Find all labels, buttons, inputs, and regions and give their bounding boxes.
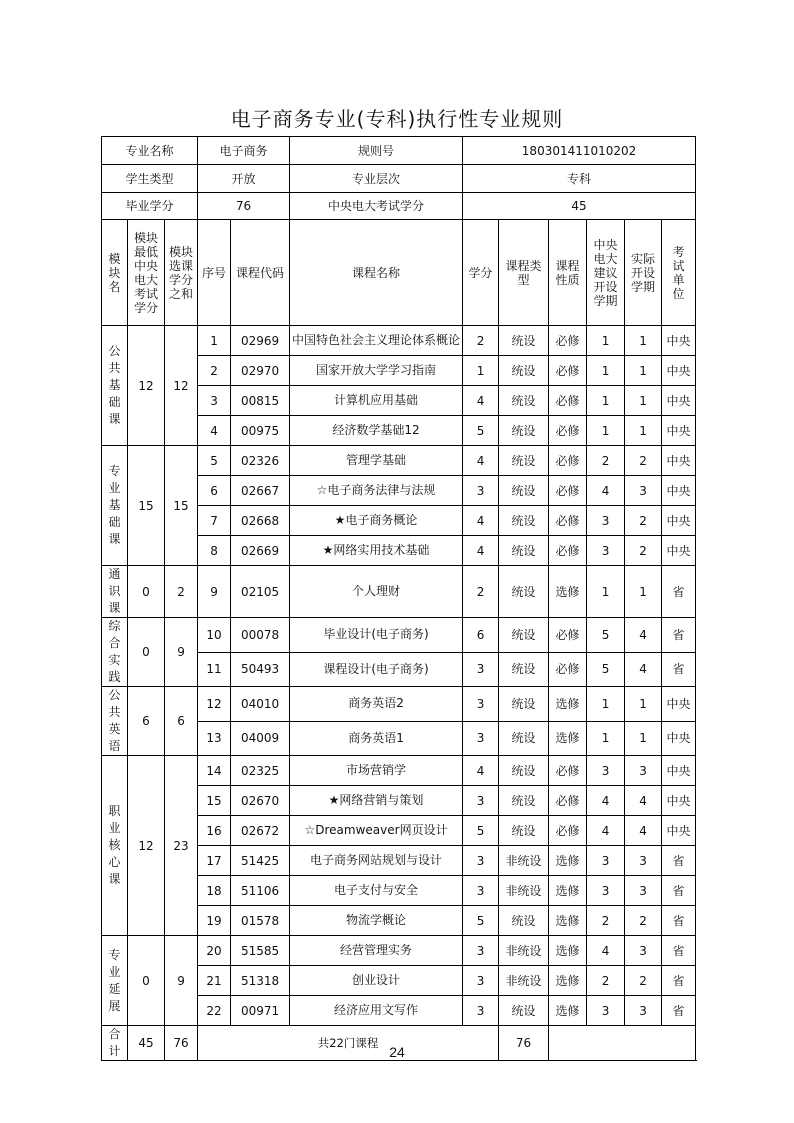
program-rules-table <box>101 136 696 1061</box>
course-code: 02669 <box>231 536 290 566</box>
course-exam-unit: 省 <box>662 936 696 966</box>
course-suggest-term: 1 <box>587 356 625 386</box>
module-name: 综合实践 <box>102 618 128 687</box>
module-min-credits: 12 <box>128 756 165 936</box>
course-row <box>102 687 696 722</box>
header-name: 课程名称 <box>290 220 463 326</box>
course-nature: 必修 <box>549 536 587 566</box>
course-type: 统设 <box>499 687 549 722</box>
course-code: 51106 <box>231 876 290 906</box>
course-credit: 1 <box>463 356 499 386</box>
info-row <box>102 137 696 165</box>
course-code: 02970 <box>231 356 290 386</box>
document-title: 电子商务专业(专科)执行性专业规则 <box>230 107 564 131</box>
info-label: 专业层次 <box>290 165 463 193</box>
course-name: 经济应用文写作 <box>290 996 463 1026</box>
course-suggest-term: 4 <box>587 476 625 506</box>
course-actual-term: 3 <box>625 876 662 906</box>
course-seq: 10 <box>198 618 231 653</box>
course-nature: 必修 <box>549 416 587 446</box>
course-nature: 必修 <box>549 786 587 816</box>
course-credit: 4 <box>463 386 499 416</box>
course-actual-term: 3 <box>625 996 662 1026</box>
info-row <box>102 165 696 193</box>
course-code: 51585 <box>231 936 290 966</box>
course-seq: 16 <box>198 816 231 846</box>
info-value: 开放 <box>198 165 290 193</box>
course-type: 统设 <box>499 618 549 653</box>
course-seq: 17 <box>198 846 231 876</box>
course-actual-term: 3 <box>625 756 662 786</box>
module-sum-credits: 23 <box>165 756 198 936</box>
course-nature: 必修 <box>549 386 587 416</box>
module-name: 通识课 <box>102 566 128 618</box>
course-exam-unit: 中央 <box>662 356 696 386</box>
course-type: 非统设 <box>499 936 549 966</box>
module-sum-credits: 2 <box>165 566 198 618</box>
course-name: ☆电子商务法律与法规 <box>290 476 463 506</box>
course-type: 统设 <box>499 652 549 687</box>
header-type: 课程类型 <box>499 220 549 326</box>
course-seq: 19 <box>198 906 231 936</box>
course-row <box>102 756 696 786</box>
course-exam-unit: 中央 <box>662 416 696 446</box>
course-row <box>102 326 696 356</box>
course-code: 02672 <box>231 816 290 846</box>
course-code: 00971 <box>231 996 290 1026</box>
course-nature: 选修 <box>549 936 587 966</box>
course-nature: 必修 <box>549 326 587 356</box>
header-actual-term: 实际开设学期 <box>625 220 662 326</box>
module-min-credits: 0 <box>128 618 165 687</box>
header-sum-credits: 模块选课学分之和 <box>165 220 198 326</box>
course-exam-unit: 省 <box>662 652 696 687</box>
course-name: 电子支付与安全 <box>290 876 463 906</box>
course-suggest-term: 3 <box>587 536 625 566</box>
course-code: 02668 <box>231 506 290 536</box>
info-row <box>102 193 696 220</box>
course-type: 统设 <box>499 536 549 566</box>
course-credit: 4 <box>463 536 499 566</box>
course-actual-term: 4 <box>625 618 662 653</box>
course-suggest-term: 3 <box>587 506 625 536</box>
course-name: 毕业设计(电子商务) <box>290 618 463 653</box>
course-suggest-term: 1 <box>587 416 625 446</box>
header-seq: 序号 <box>198 220 231 326</box>
course-credit: 3 <box>463 936 499 966</box>
course-suggest-term: 4 <box>587 786 625 816</box>
course-exam-unit: 中央 <box>662 786 696 816</box>
course-exam-unit: 中央 <box>662 721 696 756</box>
course-actual-term: 3 <box>625 936 662 966</box>
course-credit: 5 <box>463 416 499 446</box>
course-nature: 必修 <box>549 356 587 386</box>
course-name: ★电子商务概论 <box>290 506 463 536</box>
course-seq: 12 <box>198 687 231 722</box>
course-suggest-term: 2 <box>587 906 625 936</box>
course-suggest-term: 3 <box>587 876 625 906</box>
course-exam-unit: 省 <box>662 996 696 1026</box>
course-name: 商务英语1 <box>290 721 463 756</box>
course-code: 50493 <box>231 652 290 687</box>
course-exam-unit: 省 <box>662 966 696 996</box>
course-actual-term: 2 <box>625 906 662 936</box>
course-code: 02105 <box>231 566 290 618</box>
course-actual-term: 2 <box>625 506 662 536</box>
course-code: 00975 <box>231 416 290 446</box>
course-actual-term: 3 <box>625 476 662 506</box>
course-name: 课程设计(电子商务) <box>290 652 463 687</box>
course-actual-term: 1 <box>625 416 662 446</box>
module-name: 公共基础课 <box>102 326 128 446</box>
course-name: 中国特色社会主义理论体系概论 <box>290 326 463 356</box>
total-sum-credits: 76 <box>165 1026 198 1061</box>
course-code: 02667 <box>231 476 290 506</box>
course-type: 统设 <box>499 476 549 506</box>
course-code: 51318 <box>231 966 290 996</box>
course-seq: 22 <box>198 996 231 1026</box>
course-name: ★网络营销与策划 <box>290 786 463 816</box>
course-suggest-term: 3 <box>587 756 625 786</box>
course-nature: 必修 <box>549 652 587 687</box>
course-row <box>102 446 696 476</box>
info-value: 45 <box>463 193 696 220</box>
course-exam-unit: 中央 <box>662 816 696 846</box>
course-nature: 必修 <box>549 506 587 536</box>
course-credit: 5 <box>463 816 499 846</box>
module-sum-credits: 15 <box>165 446 198 566</box>
course-seq: 18 <box>198 876 231 906</box>
course-suggest-term: 1 <box>587 326 625 356</box>
course-type: 统设 <box>499 721 549 756</box>
course-type: 统设 <box>499 786 549 816</box>
course-credit: 4 <box>463 756 499 786</box>
info-value: 180301411010202 <box>463 137 696 165</box>
module-sum-credits: 12 <box>165 326 198 446</box>
course-seq: 1 <box>198 326 231 356</box>
course-nature: 必修 <box>549 476 587 506</box>
course-seq: 3 <box>198 386 231 416</box>
total-label: 合计 <box>102 1026 128 1061</box>
course-actual-term: 2 <box>625 966 662 996</box>
course-credit: 6 <box>463 618 499 653</box>
course-actual-term: 2 <box>625 536 662 566</box>
header-row <box>102 220 696 326</box>
course-seq: 5 <box>198 446 231 476</box>
course-name: 市场营销学 <box>290 756 463 786</box>
course-type: 非统设 <box>499 846 549 876</box>
course-nature: 必修 <box>549 756 587 786</box>
course-nature: 必修 <box>549 446 587 476</box>
info-label: 专业名称 <box>102 137 198 165</box>
course-credit: 4 <box>463 506 499 536</box>
course-exam-unit: 中央 <box>662 386 696 416</box>
course-name: 经营管理实务 <box>290 936 463 966</box>
course-suggest-term: 1 <box>587 687 625 722</box>
course-name: 个人理财 <box>290 566 463 618</box>
total-credit: 76 <box>499 1026 549 1061</box>
course-code: 01578 <box>231 906 290 936</box>
course-code: 04009 <box>231 721 290 756</box>
header-code: 课程代码 <box>231 220 290 326</box>
module-min-credits: 6 <box>128 687 165 756</box>
course-name: 电子商务网站规划与设计 <box>290 846 463 876</box>
course-type: 统设 <box>499 386 549 416</box>
module-min-credits: 15 <box>128 446 165 566</box>
course-actual-term: 1 <box>625 326 662 356</box>
course-credit: 3 <box>463 846 499 876</box>
course-name: 商务英语2 <box>290 687 463 722</box>
course-suggest-term: 3 <box>587 846 625 876</box>
course-code: 02326 <box>231 446 290 476</box>
module-name: 公共英语 <box>102 687 128 756</box>
course-nature: 选修 <box>549 721 587 756</box>
header-suggest-term: 中央电大建议开设学期 <box>587 220 625 326</box>
total-min-credits: 45 <box>128 1026 165 1061</box>
course-type: 非统设 <box>499 876 549 906</box>
header-min-credits: 模块最低中央电大考试学分 <box>128 220 165 326</box>
course-nature: 选修 <box>549 996 587 1026</box>
course-suggest-term: 2 <box>587 446 625 476</box>
course-type: 统设 <box>499 416 549 446</box>
course-name: 国家开放大学学习指南 <box>290 356 463 386</box>
course-suggest-term: 4 <box>587 816 625 846</box>
course-type: 统设 <box>499 326 549 356</box>
course-row <box>102 936 696 966</box>
module-name: 专业基础课 <box>102 446 128 566</box>
course-nature: 选修 <box>549 876 587 906</box>
course-exam-unit: 中央 <box>662 476 696 506</box>
course-actual-term: 2 <box>625 446 662 476</box>
course-suggest-term: 5 <box>587 652 625 687</box>
course-exam-unit: 省 <box>662 566 696 618</box>
course-exam-unit: 中央 <box>662 446 696 476</box>
course-credit: 2 <box>463 566 499 618</box>
course-suggest-term: 1 <box>587 566 625 618</box>
course-nature: 必修 <box>549 618 587 653</box>
course-credit: 3 <box>463 476 499 506</box>
course-type: 统设 <box>499 566 549 618</box>
course-credit: 3 <box>463 876 499 906</box>
module-sum-credits: 9 <box>165 936 198 1026</box>
course-suggest-term: 4 <box>587 936 625 966</box>
course-actual-term: 4 <box>625 786 662 816</box>
info-value: 电子商务 <box>198 137 290 165</box>
course-seq: 9 <box>198 566 231 618</box>
course-actual-term: 1 <box>625 356 662 386</box>
course-code: 02670 <box>231 786 290 816</box>
course-credit: 3 <box>463 966 499 996</box>
course-code: 02969 <box>231 326 290 356</box>
course-seq: 13 <box>198 721 231 756</box>
header-module: 模块名 <box>102 220 128 326</box>
course-name: 经济数学基础12 <box>290 416 463 446</box>
module-name: 职业核心课 <box>102 756 128 936</box>
course-seq: 14 <box>198 756 231 786</box>
page-number: 24 <box>389 1044 405 1060</box>
total-description: 共22门课程 <box>198 1026 499 1061</box>
course-code: 00815 <box>231 386 290 416</box>
course-name: ☆Dreamweaver网页设计 <box>290 816 463 846</box>
course-exam-unit: 省 <box>662 876 696 906</box>
course-type: 统设 <box>499 356 549 386</box>
info-value: 专科 <box>463 165 696 193</box>
course-credit: 3 <box>463 786 499 816</box>
course-suggest-term: 3 <box>587 996 625 1026</box>
course-row <box>102 566 696 618</box>
course-suggest-term: 1 <box>587 386 625 416</box>
course-actual-term: 1 <box>625 386 662 416</box>
info-value: 76 <box>198 193 290 220</box>
course-seq: 21 <box>198 966 231 996</box>
course-credit: 3 <box>463 687 499 722</box>
course-seq: 11 <box>198 652 231 687</box>
course-type: 统设 <box>499 816 549 846</box>
course-name: 管理学基础 <box>290 446 463 476</box>
course-actual-term: 3 <box>625 846 662 876</box>
course-type: 统设 <box>499 906 549 936</box>
course-exam-unit: 中央 <box>662 506 696 536</box>
course-nature: 选修 <box>549 687 587 722</box>
course-code: 00078 <box>231 618 290 653</box>
course-seq: 4 <box>198 416 231 446</box>
course-credit: 3 <box>463 721 499 756</box>
course-code: 51425 <box>231 846 290 876</box>
course-suggest-term: 5 <box>587 618 625 653</box>
course-seq: 6 <box>198 476 231 506</box>
course-code: 02325 <box>231 756 290 786</box>
course-exam-unit: 省 <box>662 618 696 653</box>
course-nature: 必修 <box>549 816 587 846</box>
course-actual-term: 4 <box>625 652 662 687</box>
course-nature: 选修 <box>549 966 587 996</box>
course-type: 统设 <box>499 996 549 1026</box>
course-type: 非统设 <box>499 966 549 996</box>
module-min-credits: 0 <box>128 566 165 618</box>
course-name: 创业设计 <box>290 966 463 996</box>
course-seq: 20 <box>198 936 231 966</box>
info-label: 规则号 <box>290 137 463 165</box>
course-credit: 5 <box>463 906 499 936</box>
info-label: 中央电大考试学分 <box>290 193 463 220</box>
course-exam-unit: 省 <box>662 846 696 876</box>
course-actual-term: 4 <box>625 816 662 846</box>
course-credit: 4 <box>463 446 499 476</box>
course-row <box>102 618 696 653</box>
course-name: ★网络实用技术基础 <box>290 536 463 566</box>
course-nature: 选修 <box>549 906 587 936</box>
course-actual-term: 1 <box>625 721 662 756</box>
course-suggest-term: 2 <box>587 966 625 996</box>
course-seq: 7 <box>198 506 231 536</box>
course-name: 物流学概论 <box>290 906 463 936</box>
course-suggest-term: 1 <box>587 721 625 756</box>
course-nature: 选修 <box>549 846 587 876</box>
course-exam-unit: 中央 <box>662 756 696 786</box>
course-code: 04010 <box>231 687 290 722</box>
course-credit: 3 <box>463 652 499 687</box>
course-seq: 2 <box>198 356 231 386</box>
module-name: 专业延展 <box>102 936 128 1026</box>
module-sum-credits: 6 <box>165 687 198 756</box>
course-credit: 2 <box>463 326 499 356</box>
course-actual-term: 1 <box>625 566 662 618</box>
course-seq: 8 <box>198 536 231 566</box>
course-exam-unit: 中央 <box>662 687 696 722</box>
course-type: 统设 <box>499 446 549 476</box>
module-min-credits: 12 <box>128 326 165 446</box>
module-sum-credits: 9 <box>165 618 198 687</box>
course-actual-term: 1 <box>625 687 662 722</box>
course-exam-unit: 中央 <box>662 536 696 566</box>
module-min-credits: 0 <box>128 936 165 1026</box>
course-nature: 选修 <box>549 566 587 618</box>
header-credit: 学分 <box>463 220 499 326</box>
info-label: 学生类型 <box>102 165 198 193</box>
header-nature: 课程性质 <box>549 220 587 326</box>
header-exam-unit: 考试单位 <box>662 220 696 326</box>
info-label: 毕业学分 <box>102 193 198 220</box>
course-type: 统设 <box>499 756 549 786</box>
course-name: 计算机应用基础 <box>290 386 463 416</box>
course-exam-unit: 中央 <box>662 326 696 356</box>
course-seq: 15 <box>198 786 231 816</box>
course-credit: 3 <box>463 996 499 1026</box>
course-type: 统设 <box>499 506 549 536</box>
course-exam-unit: 省 <box>662 906 696 936</box>
